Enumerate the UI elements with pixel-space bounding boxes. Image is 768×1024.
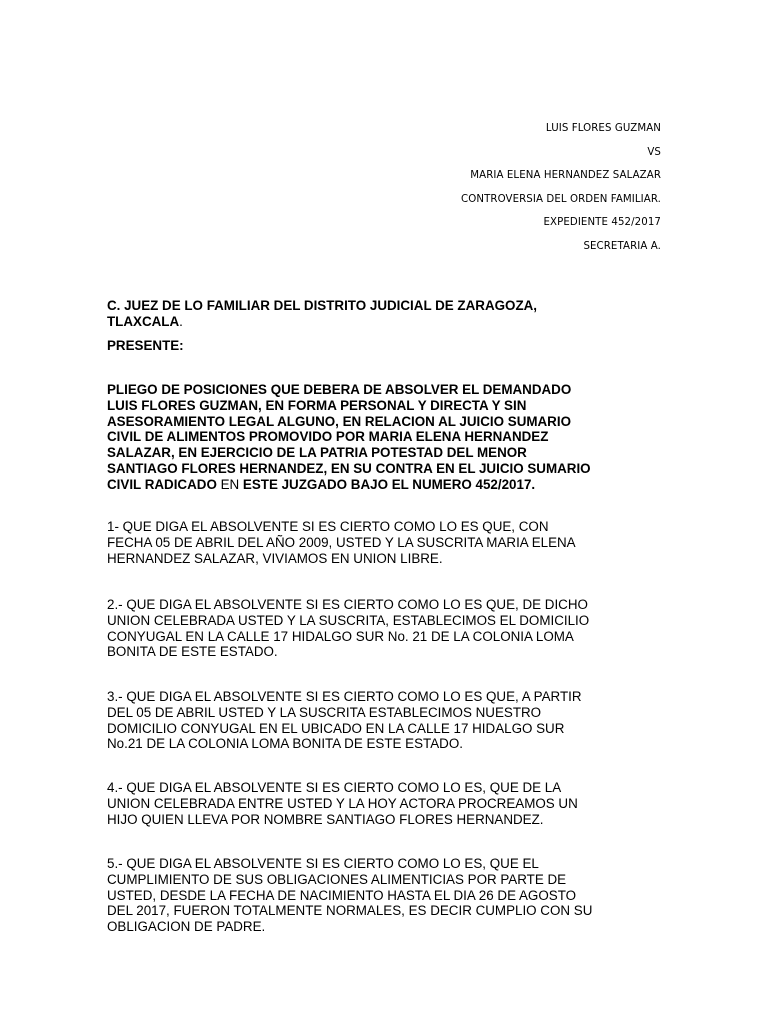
caption-plaintiff: LUIS FLORES GUZMAN (545, 123, 661, 134)
intro-paragraph (107, 382, 667, 493)
position-line: UNION CELEBRADA USTED Y LA SUSCRITA, ESTABLECIMOS EL DOMICILIO (107, 612, 590, 628)
position-line: FECHA 05 DE ABRIL DEL AÑO 2009, USTED Y LA SUSCRITA MARIA ELENA (107, 534, 576, 550)
position-line: OBLIGACION DE PADRE. (107, 919, 266, 935)
position-5 (107, 856, 667, 935)
position-line: HERNANDEZ SALAZAR, VIVIAMOS EN UNION LIBRE. (107, 550, 443, 566)
intro-line: SALAZAR, EN EJERCICIO DE LA PATRIA POTESTAD DEL MENOR (107, 445, 527, 461)
intro-line: ASESORAMIENTO LEGAL ALGUNO, EN RELACION AL JUICIO SUMARIO (107, 413, 571, 429)
intro-last-bold-b: ESTE JUZGADO BAJO EL NUMERO 452/2017. (242, 476, 536, 492)
intro-last-bold-a: CIVIL RADICADO (107, 476, 217, 492)
position-line: HIJO QUIEN LLEVA POR NOMBRE SANTIAGO FLORES HERNANDEZ. (107, 811, 544, 827)
addressee-period: . (179, 313, 183, 329)
addressee-line-1: C. JUEZ DE LO FAMILIAR DEL DISTRITO JUDICIAL DE ZARAGOZA, (107, 298, 538, 313)
intro-last-line (107, 477, 667, 493)
position-line: BONITA DE ESTE ESTADO. (107, 644, 278, 660)
intro-last-regular: EN (216, 476, 243, 492)
presente-heading: PRESENTE: (107, 338, 184, 353)
intro-line: PLIEGO DE POSICIONES QUE DEBERA DE ABSOLVER EL DEMANDADO (107, 382, 572, 397)
position-4 (107, 780, 667, 827)
position-line: DEL 05 DE ABRIL USTED Y LA SUSCRITA ESTABLECIMOS NUESTRO (107, 704, 542, 720)
caption-versus: VS (647, 146, 661, 158)
intro-line: LUIS FLORES GUZMAN, EN FORMA PERSONAL Y DIRECTA Y SIN (107, 397, 527, 413)
position-line: 2.- QUE DIGA EL ABSOLVENTE SI ES CIERTO COMO LO ES QUE, DE DICHO (107, 597, 588, 612)
addressee (107, 298, 667, 330)
position-line: 4.- QUE DIGA EL ABSOLVENTE SI ES CIERTO COMO LO ES, QUE DE LA (107, 780, 562, 795)
addressee-city: TLAXCALA (107, 313, 180, 329)
position-line: 1- QUE DIGA EL ABSOLVENTE SI ES CIERTO COMO LO ES QUE, CON (107, 519, 549, 534)
intro-line: CIVIL DE ALIMENTOS PROMOVIDO POR MARIA ELENA HERNANDEZ (107, 429, 549, 445)
caption-case-number: EXPEDIENTE 452/2017 (543, 217, 661, 228)
caption-defendant: MARIA ELENA HERNANDEZ SALAZAR (470, 170, 661, 181)
position-line: DEL 2017, FUERON TOTALMENTE NORMALES, ES DECIR CUMPLIO CON SU (107, 903, 593, 919)
caption-matter: CONTROVERSIA DEL ORDEN FAMILIAR. (461, 193, 661, 205)
position-line: DOMICILIO CONYUGAL EN EL UBICADO EN LA CALLE 17 HIDALGO SUR (107, 720, 565, 736)
position-line: USTED, DESDE LA FECHA DE NACIMIENTO HASTA EL DIA 26 DE AGOSTO (107, 887, 577, 903)
intro-line: SANTIAGO FLORES HERNANDEZ, EN SU CONTRA EN EL JUICIO SUMARIO (107, 460, 591, 476)
position-line: CUMPLIMIENTO DE SUS OBLIGACIONES ALIMENTICIAS POR PARTE DE (107, 871, 567, 887)
position-line: CONYUGAL EN LA CALLE 17 HIDALGO SUR No. 21 DE LA COLONIA LOMA (107, 628, 574, 644)
position-line: 3.- QUE DIGA EL ABSOLVENTE SI ES CIERTO COMO LO ES QUE, A PARTIR (107, 689, 582, 704)
position-line: 5.- QUE DIGA EL ABSOLVENTE SI ES CIERTO COMO LO ES, QUE EL (107, 856, 539, 871)
case-caption (461, 117, 661, 258)
caption-secretariat: SECRETARIA A. (583, 240, 661, 252)
position-line: UNION CELEBRADA ENTRE USTED Y LA HOY ACTORA PROCREAMOS UN (107, 795, 578, 811)
position-1 (107, 519, 667, 566)
addressee-line-2 (107, 314, 667, 330)
position-line: No.21 DE LA COLONIA LOMA BONITA DE ESTE ESTADO. (107, 736, 463, 752)
position-2 (107, 597, 667, 660)
position-3 (107, 689, 667, 752)
